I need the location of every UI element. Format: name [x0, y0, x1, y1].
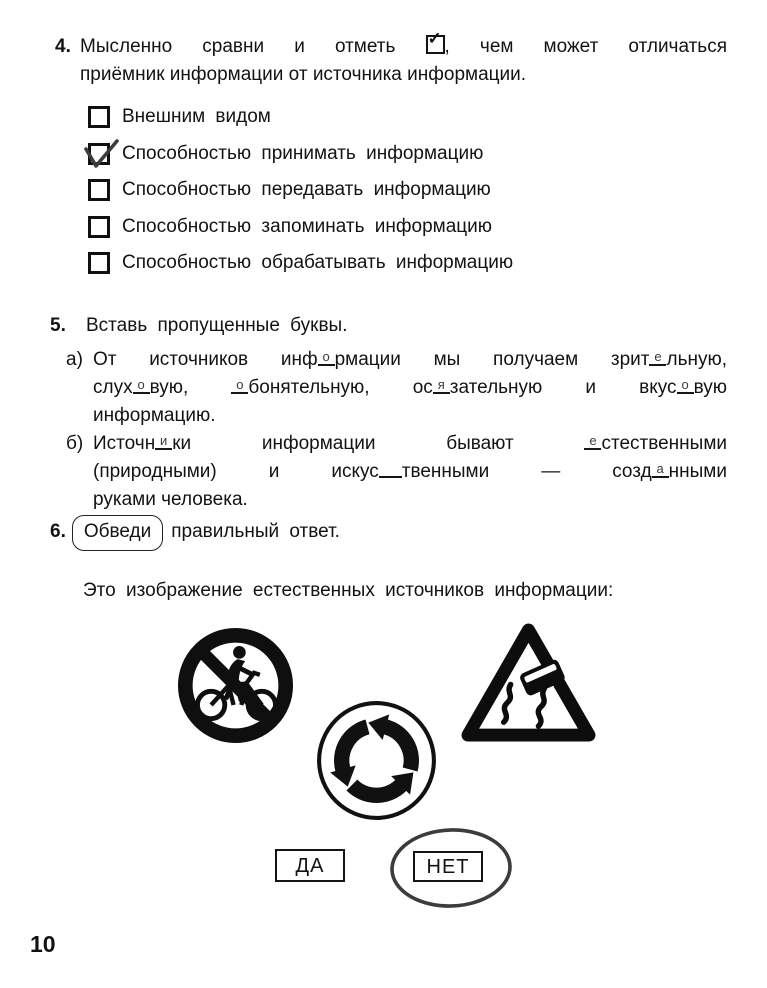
- fill-in-blank[interactable]: [584, 433, 601, 450]
- checkbox[interactable]: [88, 179, 110, 201]
- part-a-line1: [93, 346, 727, 374]
- text-chunk: слух: [93, 377, 133, 398]
- task-4: [55, 29, 727, 89]
- fill-in-blank[interactable]: [155, 433, 172, 450]
- fill-in-blank[interactable]: [649, 349, 666, 366]
- handwritten-letter: е: [589, 433, 597, 448]
- circled-word: Обведи: [72, 515, 163, 551]
- text-chunk: зательную и вкус: [449, 377, 677, 398]
- answer-option[interactable]: [88, 106, 513, 128]
- text-chunk: льную,: [666, 349, 727, 370]
- answer-yes-label: ДА: [295, 854, 325, 877]
- answer-option[interactable]: [88, 216, 513, 238]
- task-4-number: 4.: [55, 36, 71, 57]
- task-5-instruction: Вставь пропущенные буквы.: [86, 315, 348, 336]
- task-5-number: 5.: [50, 315, 66, 336]
- task-4-instruction-line1: [80, 29, 727, 61]
- checkmark-icon: [84, 138, 120, 174]
- text-chunk: рмации мы получаем зрит: [334, 349, 650, 370]
- option-label: Способностью запоминать информацию: [122, 215, 493, 237]
- option-label: Внешним видом: [122, 106, 271, 127]
- hand-drawn-circle-annotation: [387, 826, 515, 910]
- answer-yes-box[interactable]: [275, 849, 345, 882]
- answer-no-label: НЕТ: [426, 855, 470, 878]
- part-a-line2: [93, 374, 727, 402]
- fill-in-blank[interactable]: [379, 461, 402, 478]
- fill-in-blank[interactable]: [231, 377, 248, 394]
- handwritten-letter: о: [322, 349, 330, 364]
- task-5: [50, 312, 727, 514]
- task-6-rest: правильный ответ.: [171, 521, 340, 542]
- task-4-instruction-text: , чем может отличаться: [444, 36, 727, 57]
- fill-in-blank[interactable]: [133, 377, 150, 394]
- page-number: 10: [30, 931, 56, 957]
- option-label: Способностью передавать информацию: [122, 179, 491, 200]
- task-4-options-list: [88, 106, 513, 289]
- task-5-part-a: [50, 346, 727, 430]
- slippery-road-sign: [459, 621, 598, 747]
- text-chunk: твенными — созд: [401, 461, 652, 482]
- handwritten-letter: и: [160, 433, 168, 448]
- text-chunk: Источн: [93, 433, 156, 454]
- fill-in-blank[interactable]: [652, 461, 669, 478]
- text-chunk: (природными) и искус: [93, 461, 379, 482]
- part-b-label: б): [66, 433, 84, 454]
- option-label: Способностью принимать информацию: [122, 142, 484, 164]
- text-chunk: нными: [668, 461, 727, 482]
- checkbox[interactable]: [88, 106, 110, 128]
- text-chunk: ки информации бывают: [172, 433, 585, 454]
- fill-in-blank[interactable]: [433, 377, 450, 394]
- task-5-part-b: [50, 430, 727, 514]
- answer-option[interactable]: [88, 179, 513, 201]
- checkbox[interactable]: [88, 143, 110, 165]
- checkbox[interactable]: [88, 216, 110, 238]
- task-4-instruction-text: Мысленно сравни и отметь: [80, 36, 396, 57]
- no-bicycles-sign: [177, 627, 294, 744]
- part-b-line2: [93, 458, 727, 486]
- text-chunk: вую: [693, 377, 727, 398]
- handwritten-letter: е: [654, 349, 662, 364]
- part-a-label: а): [66, 349, 83, 370]
- task-4-instruction-line2: приёмник информации от источника информации.: [80, 64, 527, 85]
- handwritten-letter: а: [656, 461, 664, 476]
- fill-in-blank[interactable]: [318, 349, 335, 366]
- checkbox[interactable]: [88, 252, 110, 274]
- task-6-number: 6.: [50, 521, 66, 542]
- answer-option[interactable]: [88, 143, 513, 165]
- part-b-line3: руками человека.: [93, 489, 248, 510]
- roundabout-sign: [315, 699, 438, 822]
- part-b-line1: [93, 430, 727, 458]
- part-a-line3: информацию.: [93, 405, 216, 426]
- handwritten-letter: я: [437, 377, 445, 392]
- text-chunk: стественными: [601, 433, 727, 454]
- handwritten-letter: о: [681, 377, 689, 392]
- text-chunk: бонятельную, ос: [248, 377, 433, 398]
- option-label: Способностью обрабатывать информацию: [122, 252, 514, 273]
- handwritten-letter: о: [137, 377, 145, 392]
- handwritten-letter: о: [236, 377, 244, 392]
- task-6-statement: Это изображение естественных источников информации:: [83, 580, 614, 601]
- checked-checkbox-icon: ✓: [426, 35, 445, 54]
- answer-option[interactable]: [88, 252, 513, 274]
- text-chunk: От источников инф: [93, 349, 318, 370]
- text-chunk: вую,: [149, 377, 232, 398]
- task-6: [50, 515, 727, 551]
- fill-in-blank[interactable]: [677, 377, 694, 394]
